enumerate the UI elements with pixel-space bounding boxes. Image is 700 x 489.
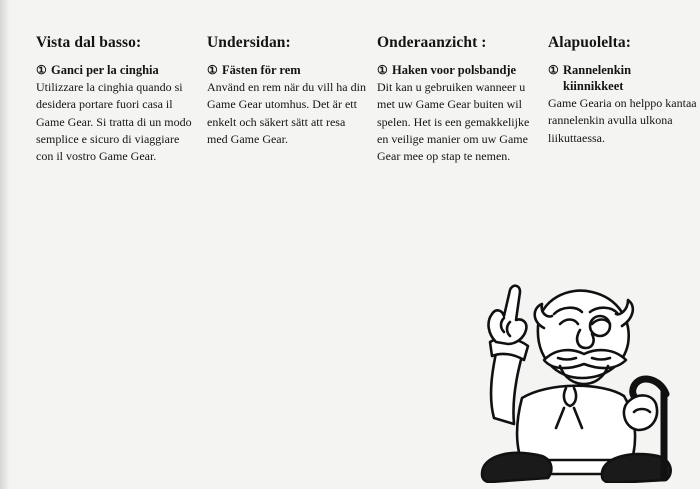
item-title-row	[377, 62, 535, 78]
section-italian	[36, 34, 196, 165]
item-number-badge: ①	[207, 63, 218, 77]
section-heading: Onderaanzicht :	[377, 34, 487, 51]
item-number-badge: ①	[377, 63, 388, 77]
section-body-text: Utilizzare la cinghia quando si desidera portare fuori casa il Game Gear. Si tratta di un modo semplice e sicuro di viaggiare con il vostro Game Gear.	[36, 80, 192, 164]
item-number-badge: ①	[36, 63, 47, 77]
item-title-row	[36, 62, 196, 78]
item-title: Ganci per la cinghia	[51, 63, 159, 77]
section-body-text: Dit kan u gebruiken wanneer u met uw Game Gear buiten wil spelen. Het is een gemakkelijke en veilige manier om uw Game Gear mee op stap te nemen.	[377, 80, 530, 164]
section-swedish	[207, 34, 367, 148]
body-line: liikuttaessa.	[548, 130, 605, 145]
page-gutter-shadow	[0, 0, 10, 489]
section-heading: Alapuolelta:	[548, 34, 632, 51]
section-heading: Vista dal basso:	[36, 34, 142, 51]
item-title	[563, 62, 631, 94]
item-title-row	[207, 62, 367, 78]
section-finnish	[548, 34, 700, 147]
item-title-row	[548, 62, 700, 94]
body-line: rannelenkin avulla ulkona	[548, 113, 673, 128]
item-title: Haken voor polsbandje	[392, 63, 517, 77]
section-body-text	[548, 95, 700, 147]
old-man-illustration	[452, 278, 692, 483]
section-body-text: Använd en rem när du vill ha din Game Gear utomhus. Det är ett enkelt och säkert sätt att resa med Game Gear.	[207, 80, 366, 146]
item-title-line: kiinnikkeet	[563, 79, 624, 93]
section-heading: Undersidan:	[207, 34, 291, 51]
item-title: Fästen för rem	[222, 63, 301, 77]
body-line: Game Gearia on helppo kantaa	[548, 96, 697, 110]
item-title-line: Rannelenkin	[563, 63, 632, 77]
item-number-badge: ①	[548, 63, 559, 77]
section-dutch	[377, 34, 535, 165]
